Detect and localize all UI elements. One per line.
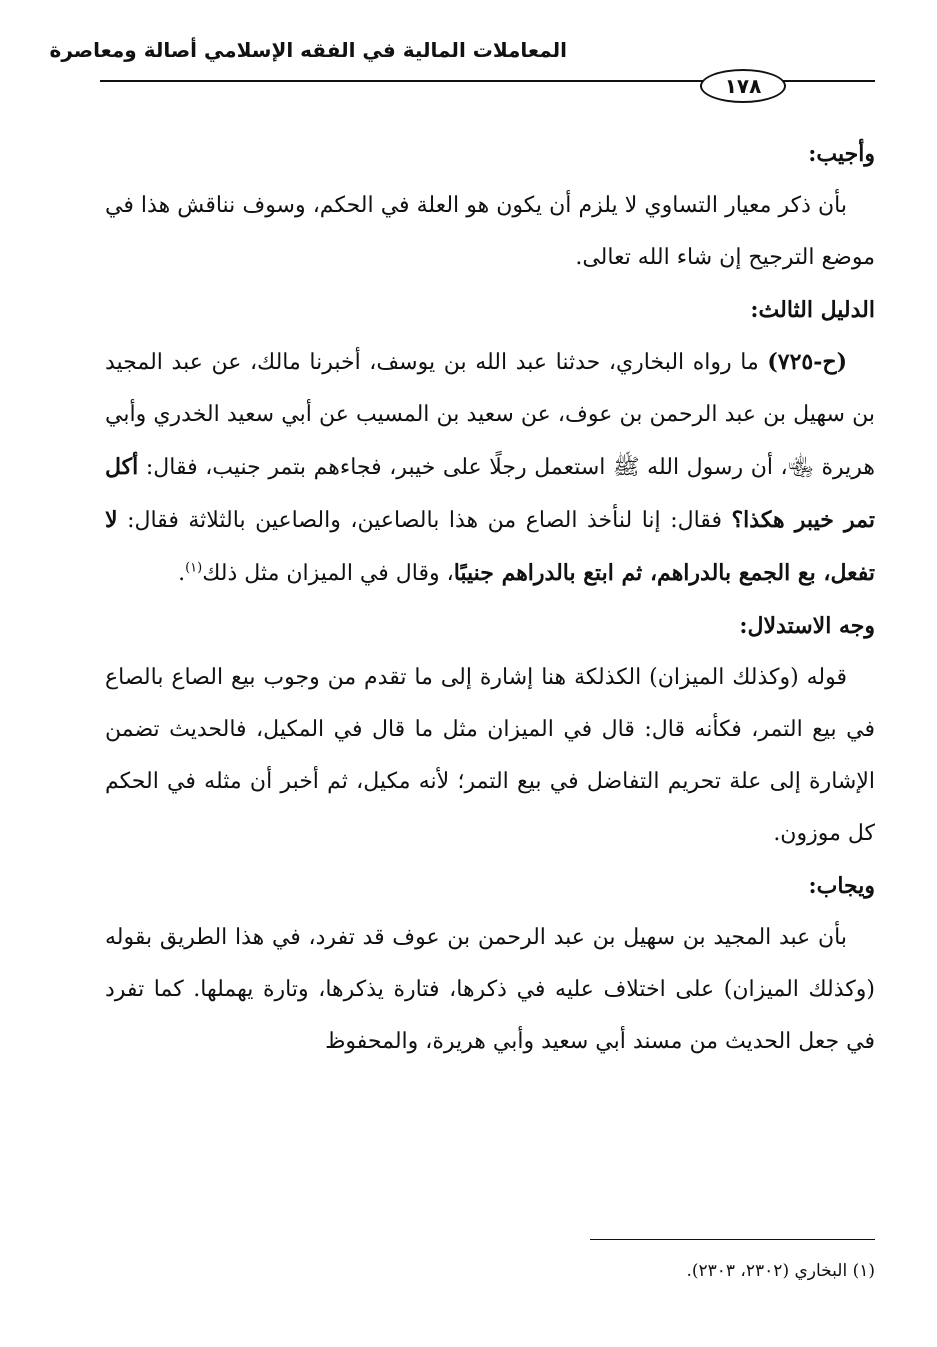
hadith-text-4: . bbox=[178, 561, 186, 586]
paragraph-hadith bbox=[105, 336, 875, 600]
page-number bbox=[700, 69, 786, 103]
heading-answer: وأجيب: bbox=[808, 141, 875, 167]
page-number-text: ١٧٨ bbox=[724, 74, 762, 98]
paragraph-response: بأن عبد المجيد بن سهيل بن عبد الرحمن بن عوف قد تفرد، في هذا الطريق بقوله (وكذلك الميزان) على اختلاف عليه في ذكرها، فتارة يذكرها، وتارة يهملها. كما تفرد في جعل الحديث من مسند أبي سعيد وأبي هريرة، والمحفوظ bbox=[105, 925, 875, 1054]
footnote: (١) البخاري (٢٣٠٢، ٢٣٠٣). bbox=[686, 1261, 875, 1281]
footnote-marker: (١) bbox=[185, 560, 203, 576]
hadith-bold-2: لا تفعل، بع الجمع بالدراهم، ثم ابتع بالدراهم جنيبًا bbox=[105, 507, 875, 586]
hadith-text-1: ما رواه البخاري، حدثنا عبد الله بن يوسف، أخبرنا مالك، عن عبد المجيد بن سهيل بن عبد الرحمن بن عوف، عن سعيد بن المسيب عن أبي سعيد الخدري وأبي هريرة ﵄، أن رسول الله ﷺ استعمل رجلًا على خيبر، فجاءهم بتمر جنيب، فقال: bbox=[105, 350, 875, 480]
paragraph-inference: قوله (وكذلك الميزان) الكذلكة هنا إشارة إلى ما تقدم من وجوب بيع الصاع بالصاع في بيع التمر، فكأنه قال: قال في الميزان مثل ما قال في المكيل، فالحديث تضمن الإشارة إلى علة تحريم التفاضل في بيع التمر؛ لأنه مكيل، ثم أخبر أن مثله في الحكم كل موزون. bbox=[105, 665, 875, 846]
paragraph-answer: بأن ذكر معيار التساوي لا يلزم أن يكون هو العلة في الحكم، وسوف نناقش هذا في موضع الترجيح إن شاء الله تعالى. bbox=[105, 193, 875, 270]
footnote-rule bbox=[590, 1239, 875, 1240]
page-body bbox=[105, 128, 875, 1068]
heading-third-evidence: الدليل الثالث: bbox=[750, 297, 875, 323]
hadith-bold-1: أكل تمر خيبر هكذا؟ bbox=[105, 454, 875, 533]
hadith-text-2: فقال: إنا لنأخذ الصاع من هذا بالصاعين، والصاعين بالثلاثة فقال: bbox=[117, 508, 732, 533]
heading-response: ويجاب: bbox=[808, 873, 875, 899]
heading-inference: وجه الاستدلال: bbox=[739, 613, 875, 639]
running-title: المعاملات المالية في الفقه الإسلامي أصالة ومعاصرة bbox=[49, 38, 567, 62]
hadith-ref: (ح-٧٢٥) bbox=[767, 349, 847, 375]
hadith-text-3: ، وقال في الميزان مثل ذلك bbox=[202, 561, 454, 586]
